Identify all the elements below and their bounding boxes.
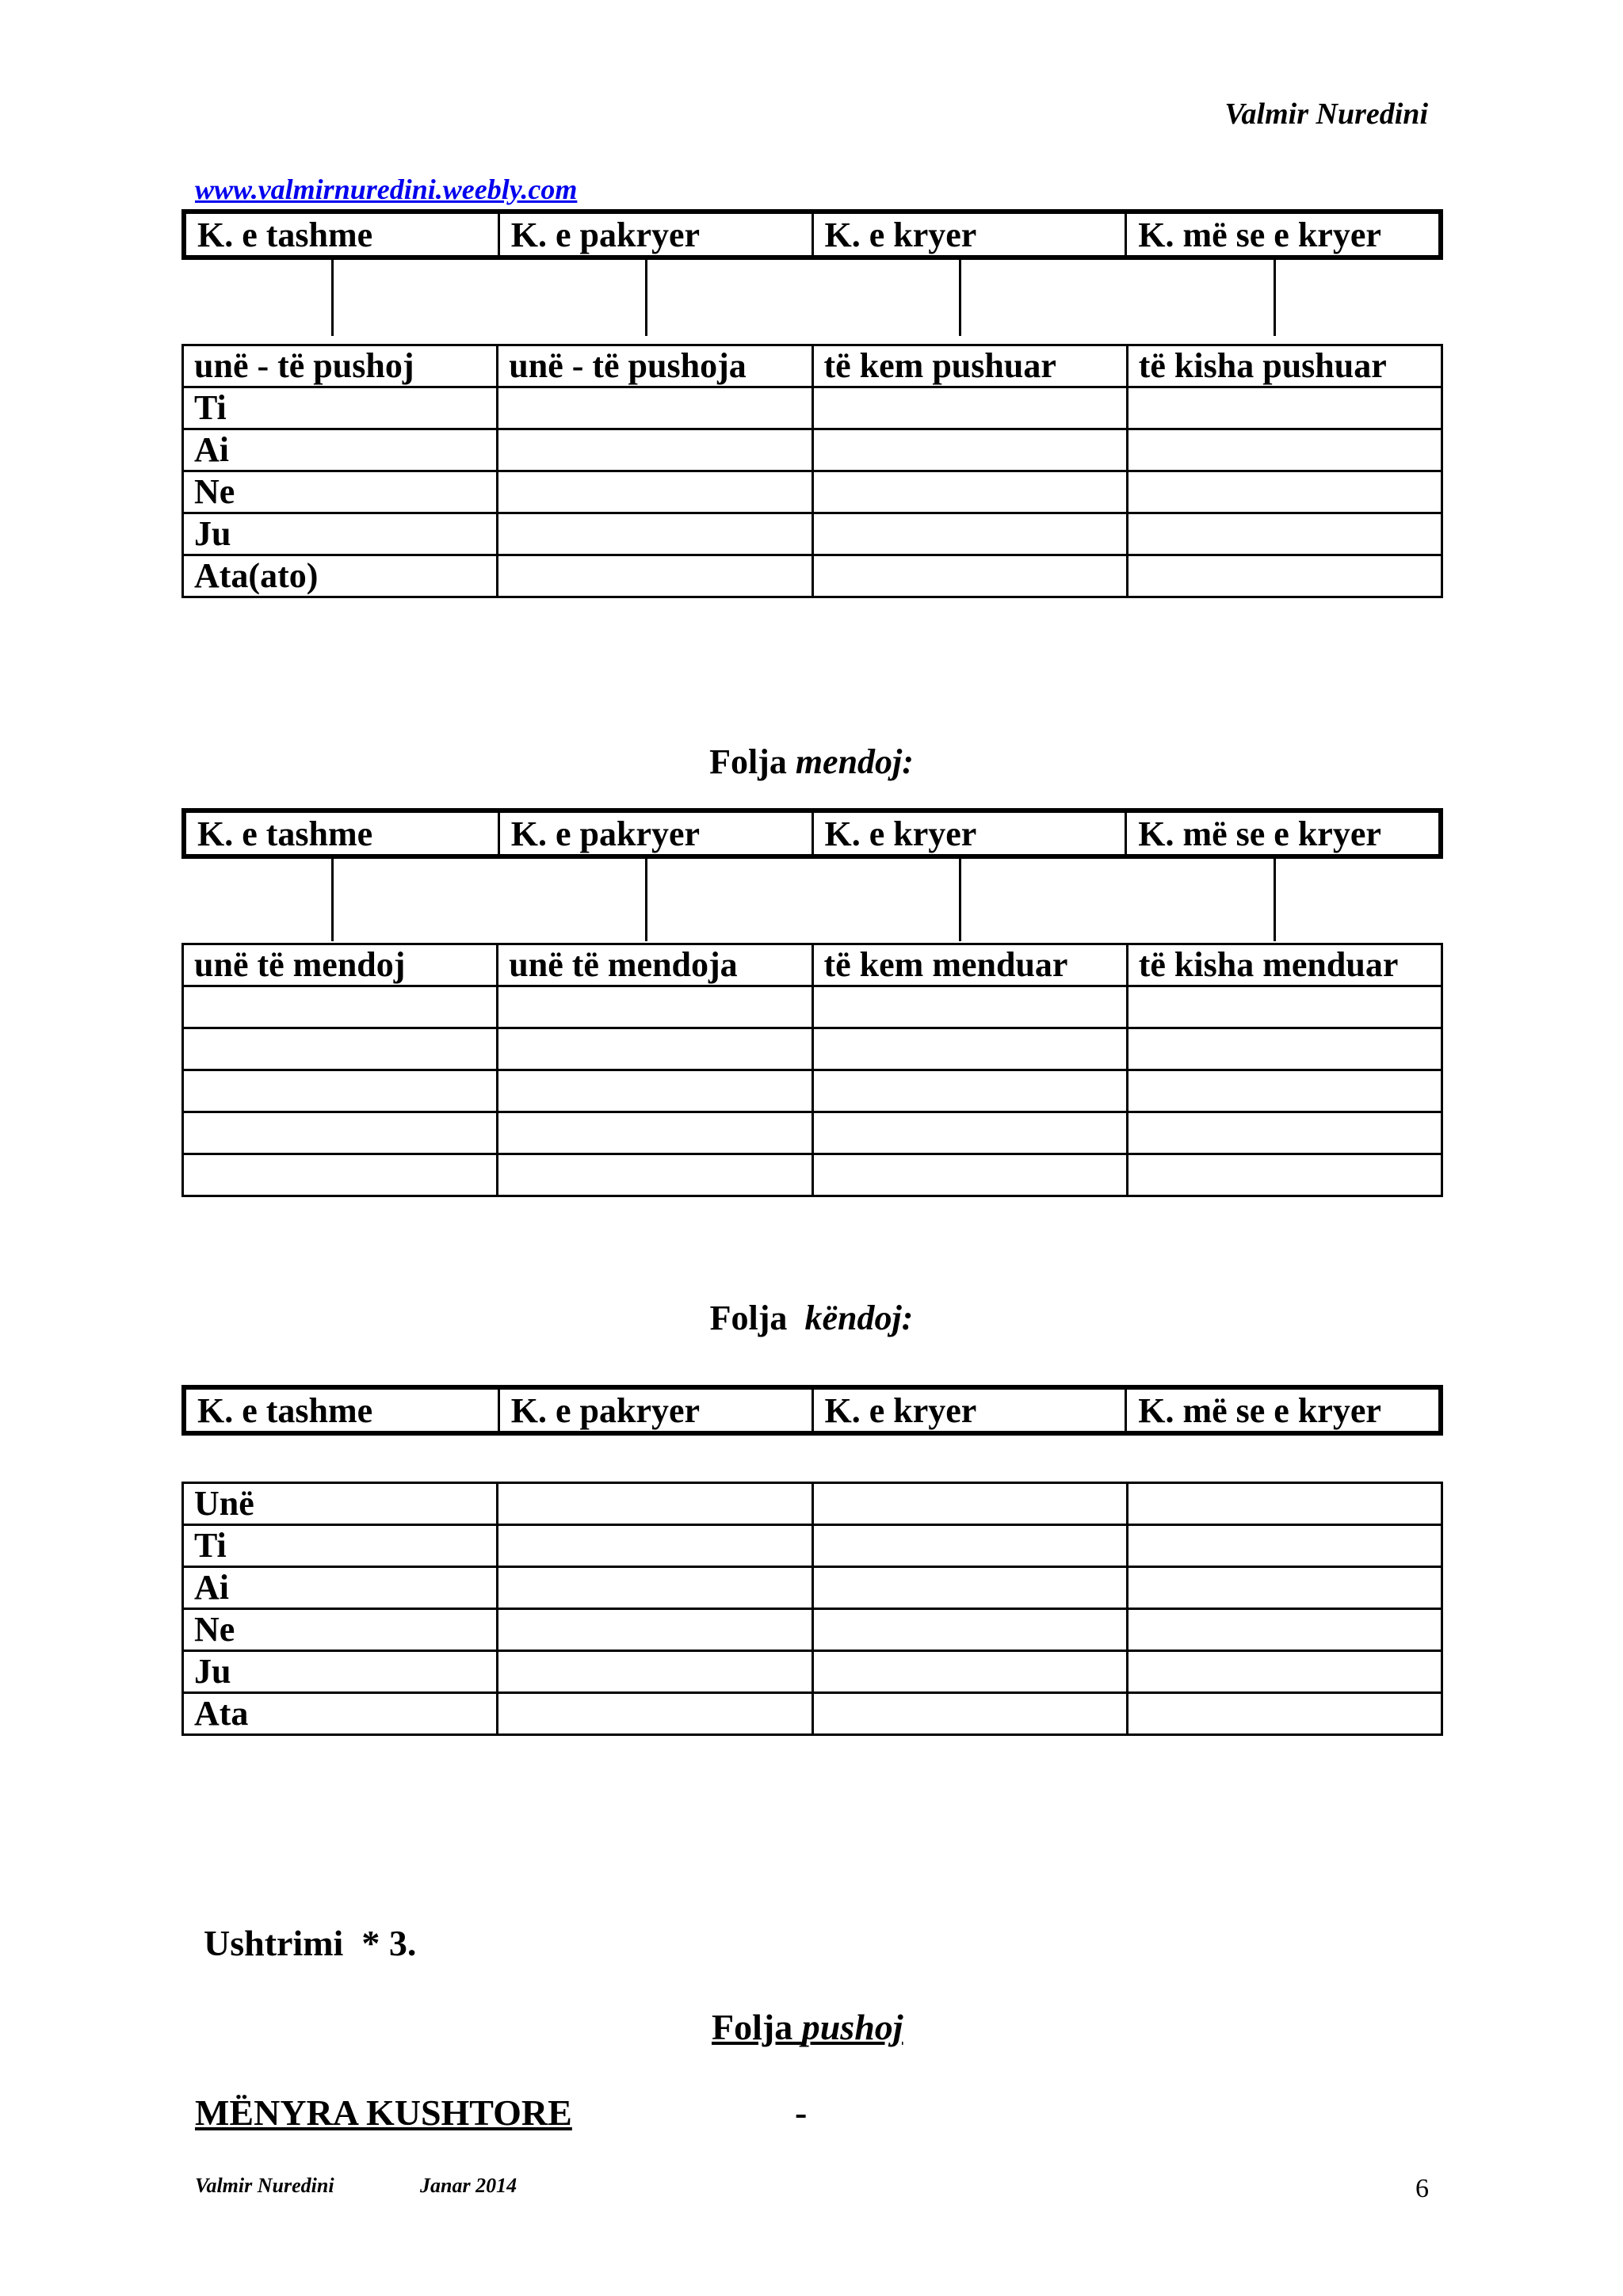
table-cell [812, 1028, 1127, 1070]
table-cell: Ai [183, 429, 498, 471]
table-cell: të kem menduar [812, 944, 1127, 986]
exercise-verb-prefix: Folja [712, 2007, 802, 2047]
table-cell [498, 1112, 812, 1154]
page-author: Valmir Nuredini [1224, 97, 1428, 131]
table-cell [812, 1525, 1127, 1567]
tense-header-row-3 [181, 1385, 1443, 1436]
footer-date: Janar 2014 [420, 2174, 517, 2197]
table-row [183, 1651, 1442, 1693]
tense-header-imperfect: K. e pakryer [498, 1390, 812, 1431]
table-row [183, 513, 1442, 555]
table-cell [498, 471, 812, 513]
table-cell [183, 1154, 498, 1196]
connector-line [331, 258, 334, 336]
conjugation-table-pushoj [181, 344, 1443, 598]
table-row [183, 1693, 1442, 1735]
table-cell [1127, 986, 1442, 1028]
table-cell: Unë [183, 1483, 498, 1525]
tense-header-perfect: K. e kryer [812, 214, 1125, 255]
table-cell [812, 1651, 1127, 1693]
table-cell [812, 1112, 1127, 1154]
website-link[interactable]: www.valmirnuredini.weebly.com [195, 174, 578, 205]
table-cell [183, 1070, 498, 1112]
table-row [183, 1609, 1442, 1651]
table-cell [1127, 555, 1442, 597]
table-cell: Ata [183, 1693, 498, 1735]
table-cell [1127, 387, 1442, 429]
table-cell [1127, 513, 1442, 555]
table-row [183, 1154, 1442, 1196]
section-title-mendoj [0, 742, 1623, 782]
table-cell [183, 986, 498, 1028]
table-cell [812, 387, 1127, 429]
exercise-label: Ushtrimi * 3. [204, 1923, 417, 1963]
table-cell [1127, 1693, 1442, 1735]
table-cell [498, 1609, 812, 1651]
table-cell: të kem pushuar [812, 345, 1127, 387]
tense-header-imperfect: K. e pakryer [498, 813, 812, 854]
mood-heading: MËNYRA KUSHTORE [195, 2092, 572, 2133]
mood-dash: - [795, 2092, 808, 2133]
tense-header-present: K. e tashme [197, 814, 373, 853]
section-title-prefix: Folja [709, 1299, 805, 1337]
footer-author: Valmir Nuredini [195, 2174, 334, 2197]
conjugation-table-kendoj [181, 1482, 1443, 1736]
table-row [183, 1112, 1442, 1154]
table-cell [812, 513, 1127, 555]
table-cell [812, 1483, 1127, 1525]
table-cell [498, 1525, 812, 1567]
table-row [183, 345, 1442, 387]
table-cell [183, 1028, 498, 1070]
tense-header-perfect: K. e kryer [812, 813, 1125, 854]
table-cell [498, 387, 812, 429]
table-cell [1127, 1112, 1442, 1154]
table-cell: unë - të pushoja [498, 345, 812, 387]
table-cell: Ata(ato) [183, 555, 498, 597]
table-row [183, 1525, 1442, 1567]
table-cell [812, 1693, 1127, 1735]
table-cell [498, 429, 812, 471]
tense-header-pluperfect: K. më se e kryer [1125, 214, 1438, 255]
table-cell [498, 1028, 812, 1070]
table-row [183, 1567, 1442, 1609]
table-cell: Ne [183, 1609, 498, 1651]
table-cell [812, 1070, 1127, 1112]
table-cell: Ne [183, 471, 498, 513]
table-cell [498, 1567, 812, 1609]
table-cell: unë të mendoj [183, 944, 498, 986]
table-row [183, 986, 1442, 1028]
table-cell [183, 1112, 498, 1154]
conjugation-table-mendoj [181, 943, 1443, 1197]
table-cell [498, 555, 812, 597]
section-title-kendoj [0, 1298, 1623, 1338]
table-cell: të kisha menduar [1127, 944, 1442, 986]
table-cell [1127, 1028, 1442, 1070]
table-row [183, 944, 1442, 986]
table-cell [812, 986, 1127, 1028]
table-cell: Ai [183, 1567, 498, 1609]
page-number: 6 [1415, 2174, 1429, 2203]
table-cell [1127, 1609, 1442, 1651]
table-cell [1127, 1525, 1442, 1567]
connector-line [645, 258, 647, 336]
table-cell [498, 1070, 812, 1112]
table-cell [1127, 1070, 1442, 1112]
table-cell [498, 513, 812, 555]
table-cell [812, 429, 1127, 471]
section-title-verb: mendoj: [795, 742, 914, 781]
tense-header-pluperfect: K. më se e kryer [1125, 1390, 1438, 1431]
connector-line [331, 857, 334, 941]
section-title-verb: këndoj: [804, 1299, 914, 1337]
connector-line [645, 857, 647, 941]
table-cell [812, 1154, 1127, 1196]
table-row [183, 1483, 1442, 1525]
table-cell: Ti [183, 1525, 498, 1567]
table-row [183, 471, 1442, 513]
table-cell [1127, 1154, 1442, 1196]
exercise-verb: pushoj [801, 2007, 903, 2047]
table-cell [1127, 1651, 1442, 1693]
connector-line [959, 258, 961, 336]
connector-line [1274, 258, 1276, 336]
table-cell [498, 1651, 812, 1693]
table-cell [1127, 471, 1442, 513]
tense-header-present: K. e tashme [197, 1391, 373, 1430]
tense-header-present: K. e tashme [197, 215, 373, 254]
table-cell: unë - të pushoj [183, 345, 498, 387]
table-cell [812, 471, 1127, 513]
table-row [183, 387, 1442, 429]
exercise-verb-title [712, 2006, 903, 2048]
table-cell [498, 986, 812, 1028]
table-cell: Ju [183, 1651, 498, 1693]
tense-header-row-2 [181, 808, 1443, 859]
table-cell [498, 1693, 812, 1735]
table-cell [812, 1567, 1127, 1609]
table-cell [498, 1154, 812, 1196]
tense-header-pluperfect: K. më se e kryer [1125, 813, 1438, 854]
tense-header-perfect: K. e kryer [812, 1390, 1125, 1431]
table-cell [1127, 429, 1442, 471]
table-cell [1127, 1483, 1442, 1525]
table-cell: të kisha pushuar [1127, 345, 1442, 387]
table-cell: Ju [183, 513, 498, 555]
section-title-prefix: Folja [709, 742, 796, 781]
table-cell: Ti [183, 387, 498, 429]
tense-header-imperfect: K. e pakryer [498, 214, 812, 255]
table-cell [498, 1483, 812, 1525]
table-row [183, 1070, 1442, 1112]
table-cell: unë të mendoja [498, 944, 812, 986]
table-row [183, 555, 1442, 597]
tense-header-row-1 [181, 209, 1443, 260]
connector-line [1274, 857, 1276, 941]
connector-line [959, 857, 961, 941]
table-row [183, 429, 1442, 471]
table-cell [812, 1609, 1127, 1651]
table-row [183, 1028, 1442, 1070]
table-cell [1127, 1567, 1442, 1609]
table-cell [812, 555, 1127, 597]
